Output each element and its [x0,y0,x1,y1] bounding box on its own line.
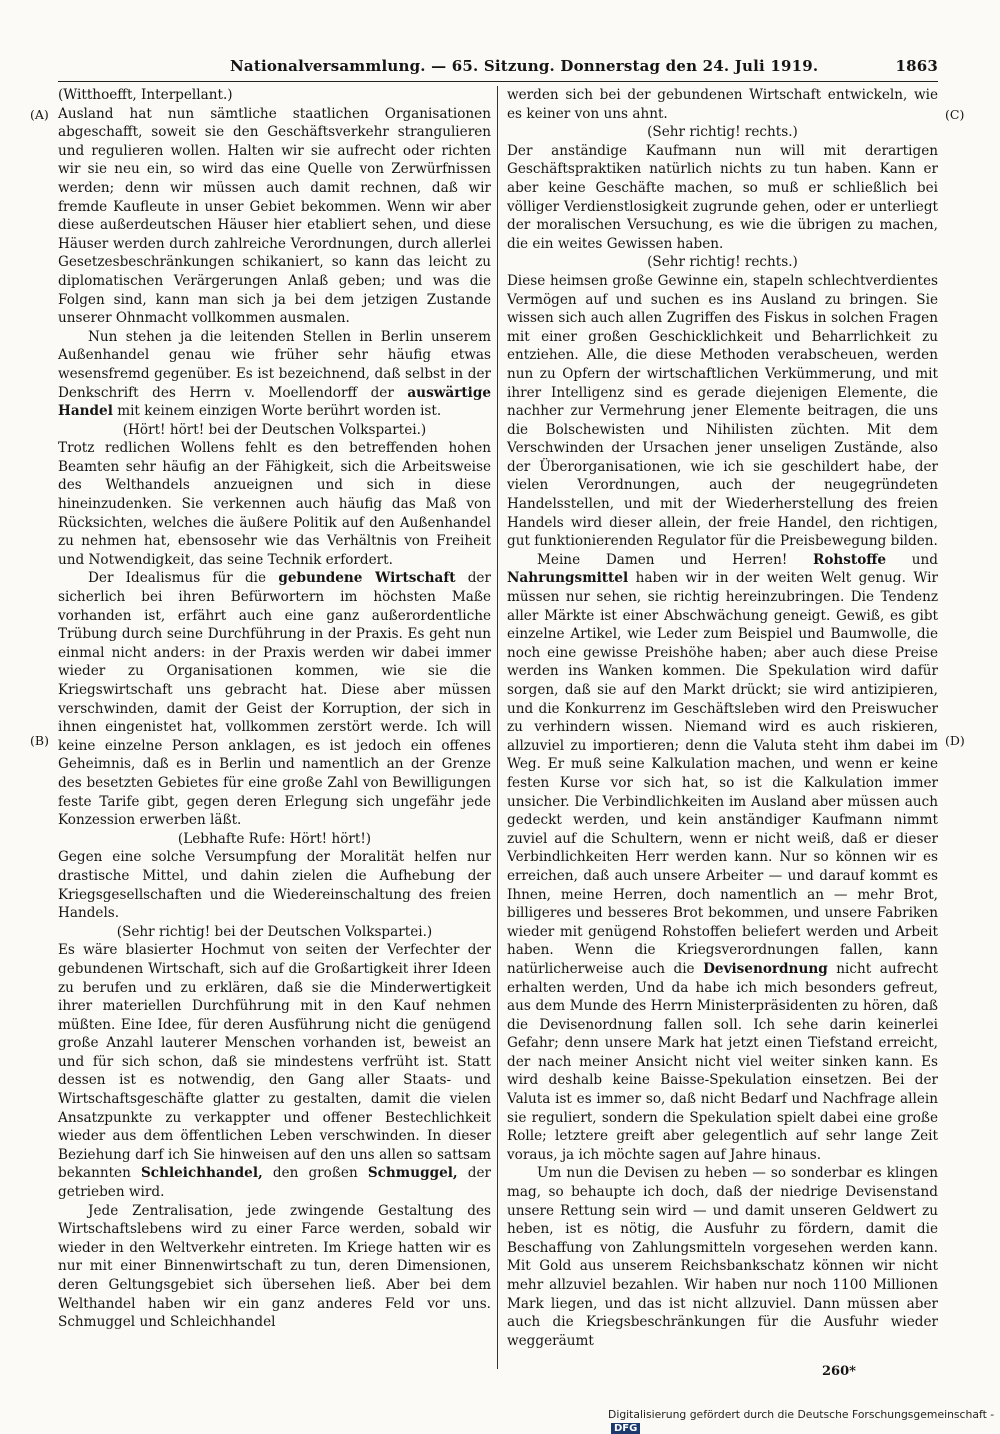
footer-text: Digitalisierung gefördert durch die Deutsche Forschungsgemeinschaft - [608,1408,995,1421]
emphasis: Devisenordnung [703,960,828,977]
interjection: (Sehr richtig! rechts.) [647,254,798,271]
emphasis: Nahrungsmittel [507,570,629,587]
paragraph: Gegen eine solche Versumpfung der Moralität helfen nur drastische Mittel, und dahin zielen die Aufhebung der Kriegsgesellschaften und die Wiedereinschaltung des freien Handels. [58,849,491,922]
dfg-logo: DFG [611,1423,640,1434]
page-header [58,55,938,82]
column-divider [497,86,498,1369]
left-column [58,86,491,1332]
interjection: (Sehr richtig! rechts.) [647,124,798,141]
margin-marker-b: (B) [30,733,49,748]
emphasis: Schmuggel, [367,1165,458,1182]
running-title: Nationalversammlung. — 65. Sitzung. Donnerstag den 24. Juli 1919. [230,57,819,75]
emphasis: Rohstoffe [813,551,887,568]
paragraph: Es wäre blasierter Hochmut von seiten der Verfechter der gebundenen Wirtschaft, sich auf die Großartigkeit ihrer Ideen zu berufen und zu erklären, daß sie die Minderwertigkeit ihrer materiellen Durchführung mit in den Kauf nehmen müßten. Eine Idee, für deren Ausführung nicht die genügend große Anzahl lauterer Menschen vorhanden ist, beweist an und für sich schon, daß sie mindestens verfrüht ist. Statt dessen ist es notwendig, den Gang aller Staats- und Wirtschaftsgeschäfte glatter zu gestalten, damit die vielen Ansatzpunkte zu verkappter und offener Bestechlichkeit wieder aus dem öffentlichen Leben verschwinden. In dieser Beziehung darf ich Sie hinweisen auf den uns allen so sattsam bekannten Schleichhandel, den großen Schmuggel, der getrieben wird. [58,942,491,1201]
paragraph: werden sich bei der gebundenen Wirtschaft entwickeln, wie es keiner von uns ahnt. [507,87,938,122]
speaker-label: (Witthoefft, Interpellant.) [58,87,233,103]
right-column [507,86,938,1350]
footer [608,1408,1000,1434]
paragraph: Der anständige Kaufmann nun will mit derartigen Geschäftspraktiken natürlich nichts zu tun haben. Kann er aber keine Geschäfte machen, so muß er schließlich bei völliger Verdienstlosigkeit zugrunde gehen, oder er unterliegt der moralischen Versuchung, es wie die übrigen zu machen, die ein weites Gewissen haben. [507,142,938,252]
emphasis: gebundene Wirtschaft [278,570,456,587]
paragraph: Der Idealismus für die gebundene Wirtschaft der sicherlich bei ihren Befürwortern im höchsten Maße vorhanden ist, erfährt auch eine ganz außerordentliche Trübung durch seine Durchführung in der Praxis. Es geht nun einmal nicht anders: in der Praxis werden wir dabei immer wieder zu Organisationen kommen, wie sie die Kriegswirtschaft uns gebracht hat. Diese aber müssen verschwinden, damit der Geist der Korruption, der sich in ihnen eingenistet hat, vollkommen zerstört werde. Ich will keine einzelne Person anklagen, es ist jedoch ein offenes Geheimnis, daß es in Berlin und namentlich an der Grenze des besetzten Gebietes für eine große Zahl von Bewilligungen feste Tarife gibt, gegen deren Erlegung sich ungefähr jede Konzession erwerben läßt. [58,570,491,829]
paragraph: Meine Damen und Herren! Rohstoffe und Nahrungsmittel haben wir in der weiten Welt genug. Wir müssen nur sehen, sie richtig hereinzubringen. Die Tendenz aller Märkte ist einer Abschwächung geneigt. Gewiß, es gibt einzelne Artikel, wie Leder zum Beispiel und Baumwolle, die noch eine gewisse Preishöhe haben; aber auch diese Preise werden ins Wanken kommen. Die Spekulation wird dafür sorgen, daß sie auf den Markt drückt; sie wird antizipieren, und die Konkurrenz im Geschäftsleben wird den Preiswucher zu verhindern wissen. Niemand wird es auch riskieren, allzuviel zu importieren; denn die Valuta steht ihm dabei im Weg. Er muß seine Kalkulation machen, und wenn er keine festen Kurse vor sich hat, so ist die Kalkulation immer unsicher. Die Verbindlichkeiten im Ausland aber müssen auch gedeckt werden, und kein anständiger Kaufmann nimmt zuviel auf die Schultern, wenn er nicht weiß, daß er dieser Verbindlichkeiten Herr werden kann. Nur so können wir es erreichen, daß auch unsere Arbeiter — und darauf kommt es Ihnen, meine Herren, doch namentlich an — mehr Brot, billigeres und besseres Brot bekommen, und unsere Fabriken wieder mit genügend Rohstoffen beliefert werden und Arbeit haben. Wenn die Kriegsverordnungen fallen, kann natürlicherweise auch die Devisenordnung nicht aufrecht erhalten werden, Und da habe ich mich besonders gefreut, aus dem Munde des Herrn Ministerpräsidenten zu hören, daß die Devisenordnung fallen soll. Ich sehe darin keinerlei Gefahr; denn unsere Mark hat jetzt einen Tiefstand erreicht, der nach meiner Ansicht nicht viel weiter sinken kann. Es wird deshalb keine Baisse-Spekulation einsetzen. Bei der Valuta ist es immer so, daß nicht Bedarf und Nachfrage allein sie reguliert, sondern die Spekulation spielt dabei eine große Rolle; letztere greift aber gelegentlich auf sehr lange Zeit voraus, ja ich möchte sagen auf Jahre hinaus. [507,551,939,1163]
paragraph: Um nun die Devisen zu heben — so sonderbar es klingen mag, so behaupte ich doch, daß der niedrige Devisenstand unsere Rettung sein wird — und damit unseren Geldwert zu heben, ist es nötig, die Ausfuhr zu fördern, damit die Beschaffung von Zahlungsmitteln vorgesehen werden kann. Mit Gold aus unserem Reichsbankschatz können wir nicht mehr allzuviel bezahlen. Wir haben nur noch 1100 Millionen Mark liegen, und das ist nicht allzuviel. Dann müssen aber auch die Kriegsbeschränkungen für die Ausfuhr wieder weggeräumt [507,1165,938,1349]
paragraph: Ausland hat nun sämtliche staatlichen Organisationen abgeschafft, soweit sie den Geschäftsverkehr strangulieren und regulieren wollen. Halten wir sie aufrecht oder richten wir sie neu ein, so wird das eine Quelle von Zerwürfnissen werden; denn wir müssen auch damit rechnen, daß wir fremde Kaufleute in unser Gebiet bekommen. Wenn wir aber diese außerdeutschen Häuser hier etabliert sehen, und diese Häuser werden durch zahlreiche Verordnungen, durch allerlei Gesetzesbeschränkungen schikaniert, so kann das leicht zu diplomatischen Verärgerungen Anlaß geben; und was die Folgen sind, kann man sich ja bei dem jetzigen Zustande unserer Ohnmacht vollkommen ausmalen. [58,105,491,327]
interjection: (Sehr richtig! bei der Deutschen Volkspartei.) [116,923,433,940]
interjection: (Lebhafte Rufe: Hört! hört!) [177,830,372,847]
margin-marker-a: (A) [30,107,49,122]
margin-marker-d: (D) [945,733,965,748]
emphasis: auswärtige Handel [58,384,491,420]
paragraph: Trotz redlichen Wollens fehlt es den betreffenden hohen Beamten sehr häufig an der Fähigkeit, sich die Arbeitsweise des Welthandels anzueignen und sich in diese hineinzudenken. Sie verkennen auch häufig das Maß von Rücksichten, welches die äußere Politik auf den Außenhandel zu nehmen hat, ebensosehr wie das Verhältnis von Freiheit und Notwendigkeit, das seine Technik erfordert. [58,440,491,568]
sheet-mark: 260* [822,1364,856,1379]
paragraph: Diese heimsen große Gewinne ein, stapeln schlechtverdientes Vermögen auf und suchen es ins Ausland zu bringen. Sie wissen sich auch allen Zugriffen des Fiskus in solchen Fragen mit einer großen Geschicklichkeit und Beharrlichkeit zu entziehen. Alle, die diese Methoden verabscheuen, werden nun zu Opfern der wirtschaftlichen Verkümmerung, und mit ihrer Intelligenz sind es gerade diejenigen Elemente, die nachher zur Vermehrung jener Elemente beitragen, die uns die Bolschewisten und Nihilisten züchten. Mit dem Verschwinden der Ursachen jener unseligen Zustände, also der Überorganisationen, wie ich sie geschildert habe, der vielen Verordnungen, auch der neugegründeten Handelsstellen, und mit der Wiederherstellung des freien Handels wird dieser allein, der freie Handel, den richtigen, gut funktionierenden Regulator für die Preisbewegung bilden. [507,272,938,550]
paragraph: Jede Zentralisation, jede zwingende Gestaltung des Wirtschaftslebens wird zu einer Farce werden, sobald wir wieder in den Weltverkehr eintreten. Im Kriege hatten wir es nur mit einer Binnenwirtschaft zu tun, deren Dimensionen, deren Geltungsgebiet sich übersehen ließ. Aber bei dem Welthandel haben wir ein ganz anderes Feld vor uns. Schmuggel und Schleichhandel [58,1202,491,1331]
paragraph: Nun stehen ja die leitenden Stellen in Berlin unserem Außenhandel genau wie früher sehr häufig etwas wesensfremd gegenüber. Es ist bezeichnend, daß selbst in der Denkschrift des Herrn v. Moellendorff der auswärtige Handel mit keinem einzigen Worte berührt worden ist. [58,328,491,420]
interjection: (Hört! hört! bei der Deutschen Volkspartei.) [122,421,427,438]
page-number: 1863 [895,57,938,75]
margin-marker-c: (C) [945,107,965,122]
emphasis: Schleichhandel, [140,1165,263,1182]
